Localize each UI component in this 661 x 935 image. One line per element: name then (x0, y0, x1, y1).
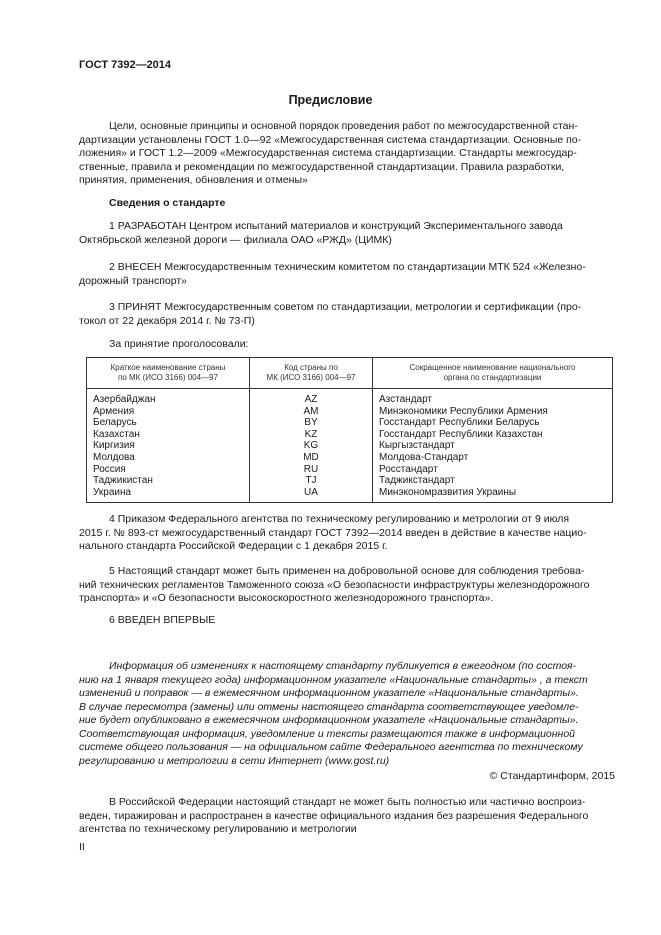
item-6: 6 ВВЕДЕН ВПЕРВЫЕ (109, 614, 216, 626)
item-1-line: Октябрьской железной дороги — филиала ОАО «РЖД» (ЦИМК) (79, 233, 392, 246)
item-3-line: 3 ПРИНЯТ Межгосударственным советом по стандартизации, метрологии и сертификации (про- (109, 301, 582, 313)
country-cell: Киргизия (87, 440, 250, 452)
table-row (87, 475, 613, 487)
header-line: Код страны по (284, 363, 338, 372)
code-cell: TJ (250, 475, 373, 487)
item-1 (79, 220, 615, 247)
body-cell: Таджикстандарт (379, 475, 455, 487)
info-line: Информация об изменениях к настоящему стандарту публикуется в ежегодном (по состоя- (109, 660, 576, 672)
section-title: Сведения о стандарте (109, 197, 226, 209)
item-3 (79, 301, 615, 328)
table-row (87, 406, 613, 418)
table-row (87, 487, 613, 503)
item-2-line: дорожный транспорт» (79, 274, 187, 287)
item-4-line: 4 Приказом Федерального агентства по техническому регулированию и метрологии от 9 июля (109, 513, 570, 525)
vote-intro: За принятие проголосовали: (109, 338, 249, 350)
info-line: системе общего пользования — на официальном сайте Федерального агентства по техническому (79, 741, 583, 753)
table-header-row (87, 358, 613, 389)
table-row (87, 452, 613, 464)
table-row (87, 417, 613, 429)
body-cell: Росстандарт (379, 463, 438, 475)
item-2-line: 2 ВНЕСЕН Межгосударственным техническим комитетом по стандартизации МТК 524 «Железно- (109, 261, 586, 273)
voting-table (86, 357, 613, 503)
info-line: ние будет опубликовано в ежемесячном информационном указателе «Национальные стандарты». (79, 714, 579, 726)
intro-line: Цели, основные принципы и основной порядок проведения работ по межгосударственной стан- (109, 120, 578, 132)
code-cell: AZ (250, 389, 373, 406)
info-line: Соответствующая информация, уведомление и тексты размещаются также в информационной (79, 727, 575, 740)
body-cell: Азстандарт (379, 394, 433, 405)
code-cell: RU (250, 464, 373, 476)
column-header-body (373, 358, 613, 389)
info-line: В случае пересмотра (замены) или отмены настоящего стандарта соответствующее уведомле- (79, 700, 579, 713)
country-cell: Армения (87, 406, 250, 418)
table-row (87, 429, 613, 441)
document-id-header: ГОСТ 7392—2014 (79, 59, 172, 71)
country-cell: Азербайджан (87, 389, 250, 406)
code-cell: AM (250, 406, 373, 418)
body-cell: Минэкономразвития Украины (379, 486, 517, 498)
country-cell: Казахстан (87, 429, 250, 441)
body-cell: Молдова-Стандарт (379, 451, 469, 463)
page-number: II (79, 841, 85, 853)
item-4 (79, 513, 615, 554)
rights-paragraph (79, 796, 615, 837)
intro-paragraph (79, 120, 615, 188)
table-row (87, 440, 613, 452)
page-title: Предисловие (288, 93, 373, 107)
body-cell: Госстандарт Республики Беларусь (379, 417, 540, 429)
info-line: регулированию и метрологии в сети Интернет (www.gost.ru) (79, 754, 390, 767)
header-line: по МК (ИСО 3166) 004—97 (118, 373, 218, 382)
item-5-line: транспорта» и «О безопасности высокоскоростного железнодорожного транспорта». (79, 592, 494, 604)
table-row (87, 389, 613, 406)
country-cell: Россия (87, 464, 250, 476)
item-1-line: 1 РАЗРАБОТАН Центром испытаний материалов и конструкций Экспериментального завода (109, 220, 563, 232)
header-line: органа по стандартизации (443, 373, 542, 382)
column-header-country (87, 358, 250, 389)
item-5 (79, 565, 615, 606)
item-2 (79, 261, 615, 288)
country-cell: Беларусь (87, 417, 250, 429)
code-cell: UA (250, 487, 373, 503)
header-line: МК (ИСО 3166) 004—97 (266, 373, 356, 382)
item-5-line: 5 Настоящий стандарт может быть применен на добровольной основе для соблюдения требова- (109, 565, 585, 577)
intro-line: ложения» и ГОСТ 1.2—2009 «Межгосударственная система стандартизации. Стандарты межгосудар- (79, 147, 577, 159)
rights-line: В Российской Федерации настоящий стандарт не может быть полностью или частично воспроиз- (109, 796, 586, 808)
item-5-line: ний технических регламентов Таможенного союза «О безопасности инфраструктуры железнодорожного (79, 578, 590, 591)
code-cell: MD (250, 452, 373, 464)
intro-line: принятия, применения, обновления и отмены» (79, 174, 308, 186)
changes-info-paragraph (79, 660, 615, 768)
item-3-line: токол от 22 декабря 2014 г. № 73-П) (79, 314, 255, 327)
country-cell: Молдова (87, 452, 250, 464)
country-cell: Таджикистан (87, 475, 250, 487)
body-cell: Госстандарт Республики Казахстан (379, 428, 543, 440)
info-line: нию на 1 января текущего года) информационном указателе «Национальные стандарты» , а текст (79, 673, 588, 686)
code-cell: KZ (250, 429, 373, 441)
intro-line: дартизации установлены ГОСТ 1.0—92 «Межгосударственная система стандартизации. Основные по- (79, 133, 582, 146)
rights-line: веден, тиражирован и распространен в качестве официального издания без разрешения Федерального (79, 809, 589, 822)
info-line: изменений и поправок — в ежемесячном информационном указателе «Национальные стандарты». (79, 687, 579, 699)
body-cell: Минэкономики Республики Армения (379, 405, 548, 417)
rights-line: агентства по техническому регулированию и метрологии (79, 823, 357, 835)
header-line: Краткое наименование страны (110, 363, 226, 372)
country-cell: Украина (87, 487, 250, 503)
table-row (87, 464, 613, 476)
header-line: Сокращенное наименование национального (409, 363, 576, 372)
code-cell: BY (250, 417, 373, 429)
code-cell: KG (250, 440, 373, 452)
intro-line: ственные, правила и рекомендации по межгосударственной стандартизации. Правила разработки, (79, 160, 565, 173)
body-cell: Кыргызстандарт (379, 440, 455, 452)
copyright-notice: © Стандартинформ, 2015 (489, 770, 615, 782)
column-header-code (250, 358, 373, 389)
item-4-line: 2015 г. № 893-ст межгосударственный стандарт ГОСТ 7392—2014 введен в действие в качестве нацио- (79, 526, 587, 539)
item-4-line: нального стандарта Российской Федерации с 1 декабря 2015 г. (79, 540, 388, 552)
